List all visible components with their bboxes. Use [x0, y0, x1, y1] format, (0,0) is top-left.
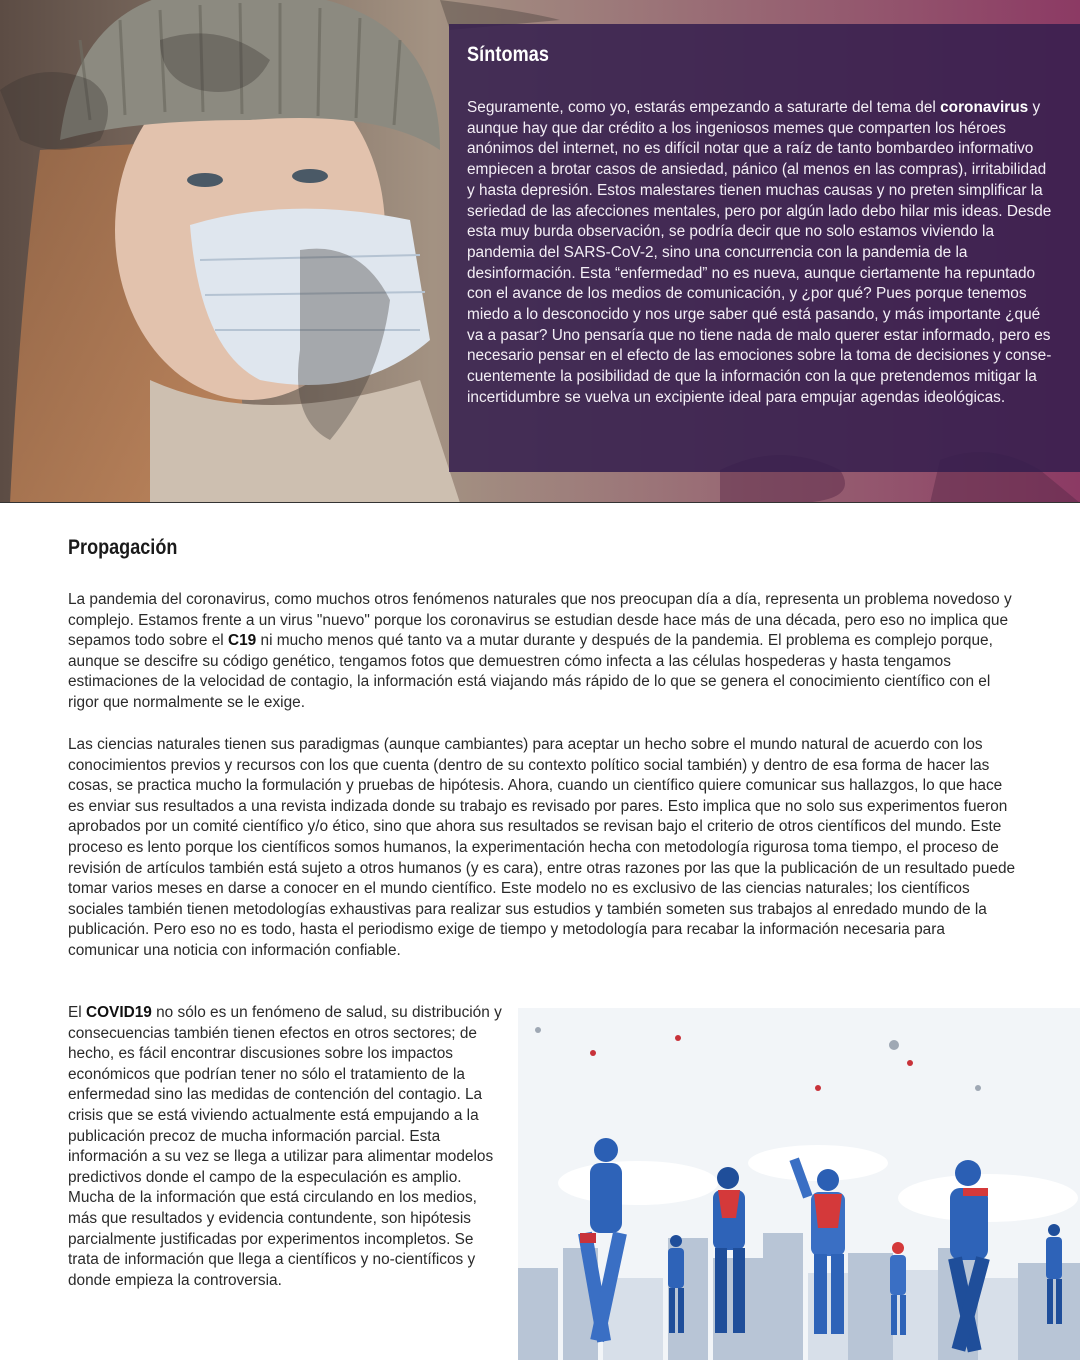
p1-highlight-c19: C19 — [228, 632, 257, 650]
hero-banner — [0, 0, 1080, 503]
propagation-title: Propagación — [68, 536, 178, 559]
p3-highlight-covid19: COVID19 — [85, 1004, 152, 1021]
illustration-masked-people — [518, 1008, 1080, 1360]
symptoms-text-rest: y aunque hay que dar crédito a los ingeniosos memes que comparten los héroes anónimos del internet, no es difícil notar que a raíz de tanto bombardeo informativo empiecen a brotar casos de ansiedad, pánico (al menos en las compras), irritabilidad y hasta depresión. Estos malestares tienen muchas causas y no preten simplificar la seriedad de las afecciones mentales, pero por algún lado debo hilar mis ideas. Desde esta muy burda observación, se podría decir que no solo estamos viviendo la pandemia del SARS-CoV-2, sino una concurrencia con la pandemia de la desinformación. Esta “enfermedad” no es nueva, aunque ciertamente ha repuntado con el avance de los medios de comunicación, y ¿por qué? Pues porque tenemos miedo a lo desconocido y nos urge saber qué está pasando, y más importante ¿qué va a pasar? Uno pensaría que no tiene nada de malo querer estar informado, pero es necesario pensar en el efecto de las emociones sobre la toma de decisiones y consecuentemente la posibilidad de que la información con la que pretendemos mitigar la incertidumbre se vuelva un excipiente ideal para empujar agendas ideológicas. — [467, 99, 1052, 406]
propagation-paragraph-1 — [68, 590, 1018, 714]
p3-text-start: El — [68, 1004, 86, 1021]
symptoms-panel — [449, 24, 1080, 472]
symptoms-body — [467, 98, 1057, 409]
p3-text-rest: no sólo es un fenómeno de salud, su distribución y consecuencias también tienen efectos en otros sectores; de hecho, es fácil encontrar discusiones sobre los impactos económicos que podrían tener no sólo el tratamiento de la enfermedad sino las medidas de contención del contagio. La crisis que se está viviendo actualmente está empujando a la publicación precoz de mucha información parcial. Esta información a su vez se llega a utilizar para alimentar modelos predictivos donde el campo de la especulación es amplio. Mucha de la información que está circulando en los medios, más que resultados y evidencia contundente, son hipótesis parcialmente justificadas por experimentos incompletos. Se trata de información que llega a científicos y no-científicos y donde empieza la controversia. — [68, 1004, 502, 1289]
symptoms-text-start: Seguramente, como yo, estarás empezando a saturarte del tema del — [467, 99, 941, 116]
propagation-paragraph-2: Las ciencias naturales tienen sus paradigmas (aunque cambiantes) para aceptar un hecho sobre el mundo natural de acuerdo con los conocimientos previos y recursos con los que cuenta (dentro de su contexto político social también) y dentro de esa forma de hacer las cosas, se practica mucho la formulación y pruebas de hipótesis. Ahora, cuando un científico quiere comunicar sus hallazgos, lo que hace es enviar sus resultados a una revista indizada donde su trabajo es revisado por pares. Esto implica que no solo sus experimentos fueron aprobados por un comité científico y/o ético, sino que ahora sus resultados se revisan bajo el criterio de otros científicos del mundo. Este proceso es lento porque los científicos somos humanos, la experimentación hecha con metodología rigurosa toma tiempo, el proceso de revisión de artículos también está sujeto a otros humanos (y es cara), entre otras razones por las que la publicación de un resultado puede tomar varios meses en darse a conocer en el mundo científico. Este modelo no es exclusivo de las ciencias naturales; los científicos sociales también tienen metodologías exhaustivas para realizar sus estudios y también someten sus trabajos al enredado mundo de la publicación. Pero eso no es todo, hasta el periodismo exige de tiempo y metodología para recabar la información necesaria para comunicar una noticia con información confiable. — [68, 736, 1016, 959]
people-city-illustration — [518, 1008, 1080, 1360]
hero-divider — [0, 502, 1080, 503]
p1-text-start: La pandemia del coronavirus, como muchos otros fenómenos naturales que nos preocupan día a día, representa un problema novedoso y complejo. Estamos frente a un virus "nuevo" porque los coronavirus se estudian desde hace más de una década, pero eso no implica que sepamos todo sobre el — [68, 591, 1012, 650]
symptoms-highlight-coronavirus: coronavirus — [940, 99, 1029, 116]
propagation-paragraph-3 — [68, 1003, 506, 1291]
symptoms-title: Síntomas — [467, 43, 549, 66]
p1-text-rest: ni mucho menos qué tanto va a mutar durante y después de la pandemia. El problema es complejo porque, aunque se descifre su código genético, tengamos fotos que demuestren cómo infecta a las células hospederas y hasta tengamos estimaciones de la velocidad de contagio, la información está viajando más rápido de lo que se genera el conocimiento científico con el rigor que normalmente se le exige. — [68, 632, 993, 711]
